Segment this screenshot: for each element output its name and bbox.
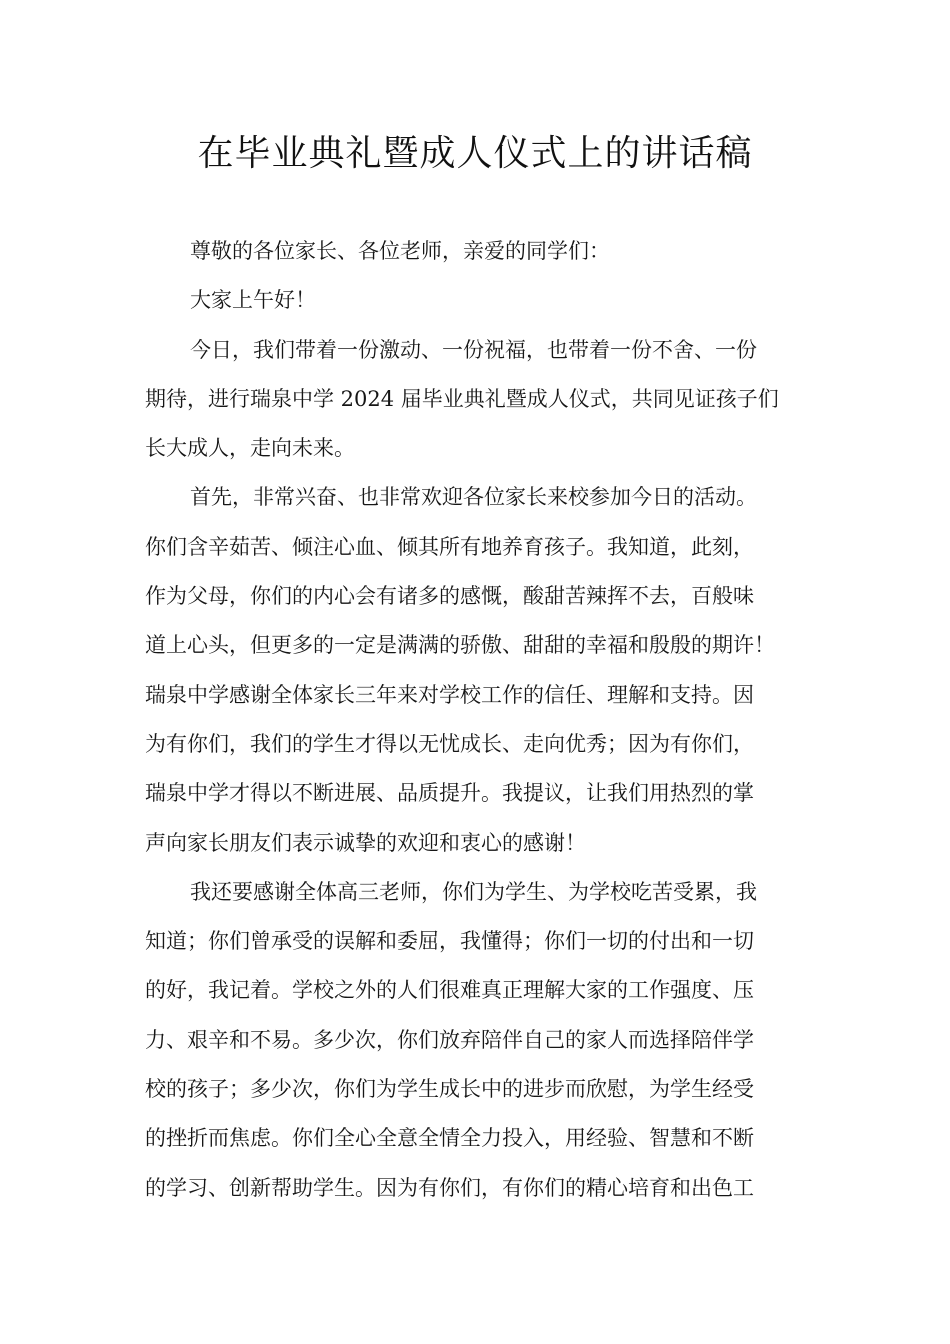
text-line: 校的孩子；多少次，你们为学生成长中的进步而欣慰，为学生经受	[145, 1077, 754, 1102]
text-line: 你们含辛茹苦、倾注心血、倾其所有地养育孩子。我知道，此刻，	[145, 534, 754, 559]
text-line: 大家上午好！	[190, 288, 316, 313]
text-line: 瑞泉中学感谢全体家长三年来对学校工作的信任、理解和支持。因	[145, 682, 754, 707]
text-line: 长大成人，走向未来。	[145, 436, 355, 461]
text-line: 作为父母，你们的内心会有诸多的感慨，酸甜苦辣挥不去，百般味	[145, 584, 754, 609]
text-line: 今日，我们带着一份激动、一份祝福，也带着一份不舍、一份	[190, 337, 757, 362]
text-line: 力、艰辛和不易。多少次，你们放弃陪伴自己的家人而选择陪伴学	[145, 1027, 754, 1052]
text-line: 的好，我记着。学校之外的人们很难真正理解大家的工作强度、压	[145, 978, 754, 1003]
text-line: 的挫折而焦虑。你们全心全意全情全力投入，用经验、智慧和不断	[145, 1126, 754, 1151]
text-line: 知道；你们曾承受的误解和委屈，我懂得；你们一切的付出和一切	[145, 929, 754, 954]
text-line: 我还要感谢全体高三老师，你们为学生、为学校吃苦受累，我	[190, 879, 757, 904]
text-line: 瑞泉中学才得以不断进展、品质提升。我提议，让我们用热烈的掌	[145, 781, 754, 806]
text-line: 道上心头，但更多的一定是满满的骄傲、甜甜的幸福和殷殷的期许！	[145, 633, 775, 658]
text-line: 首先，非常兴奋、也非常欢迎各位家长来校参加今日的活动。	[190, 485, 757, 510]
document-title: 在毕业典礼暨成人仪式上的讲话稿	[197, 133, 753, 174]
document-body	[145, 227, 810, 1213]
text-line: 期待，进行瑞泉中学 2024 届毕业典礼暨成人仪式，共同见证孩子们	[145, 386, 779, 411]
text-line: 尊敬的各位家长、各位老师，亲爱的同学们：	[190, 239, 610, 263]
text-line: 为有你们，我们的学生才得以无忧成长、走向优秀；因为有你们，	[145, 731, 754, 756]
text-line: 的学习、创新帮助学生。因为有你们，有你们的精心培育和出色工	[145, 1175, 754, 1200]
text-line: 声向家长朋友们表示诚挚的欢迎和衷心的感谢！	[145, 830, 586, 855]
